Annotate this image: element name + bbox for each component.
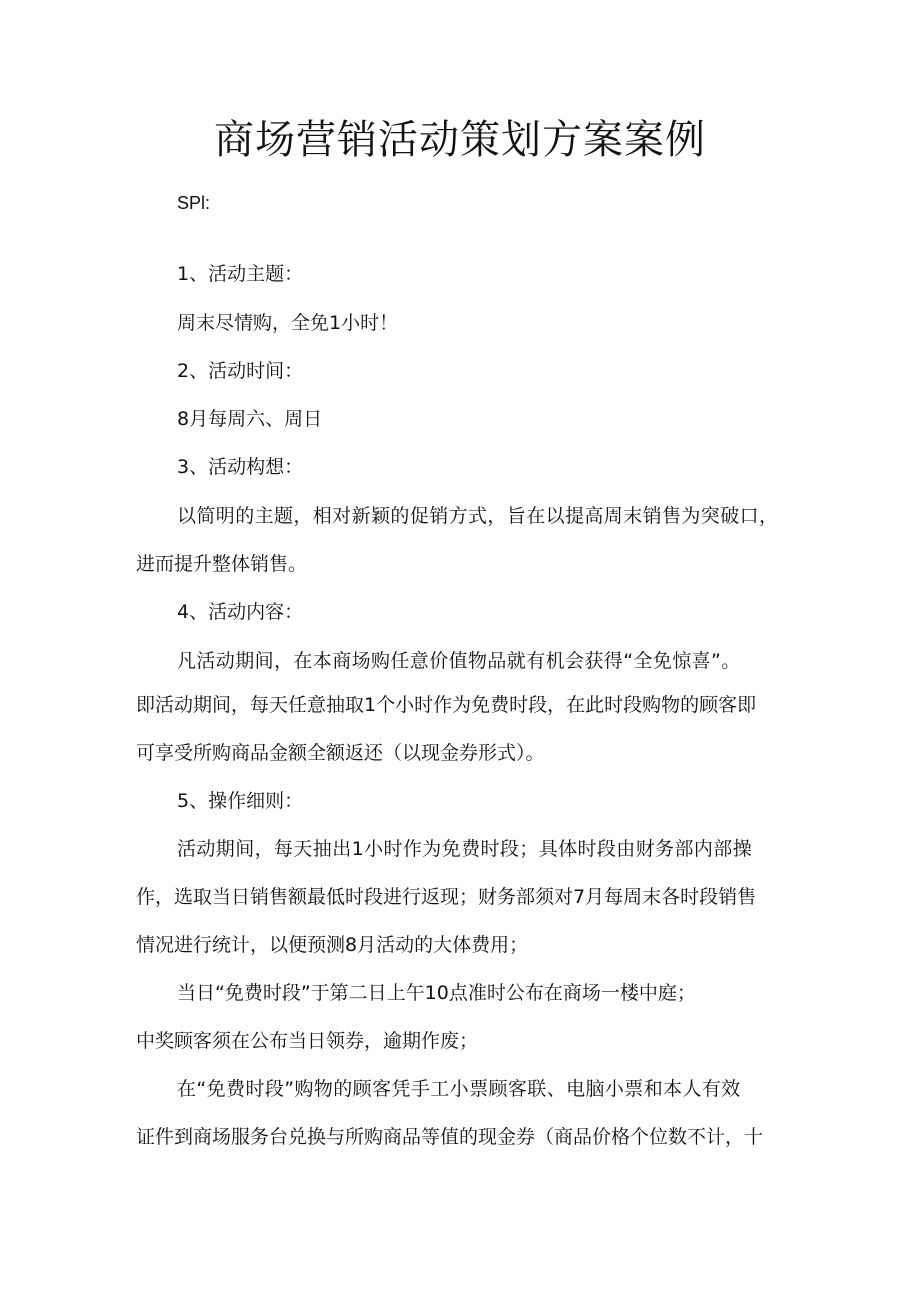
rules-paragraph-line: 作，选取当日销售额最低时段进行返现；财务部须对7月每周末各时段销售: [136, 886, 757, 908]
rules-paragraph-line: 在“免费时段”购物的顾客凭手工小票顾客联、电脑小票和本人有效: [177, 1078, 741, 1100]
rules-paragraph-line: 情况进行统计，以便预测8月活动的大体费用；: [136, 934, 529, 956]
rules-paragraph-line: 当日“免费时段”于第二日上午10点准时公布在商场一楼中庭；: [177, 982, 696, 1004]
content-paragraph-line: 可享受所购商品金额全额返还（以现金券形式）。: [136, 742, 545, 764]
section-time-text: 8月每周六、周日: [177, 408, 323, 430]
section-time-heading: 2、活动时间：: [177, 360, 304, 382]
header-code: SPl:: [177, 193, 211, 213]
section-theme-text: 周末尽情购，全免1小时！: [177, 312, 399, 334]
section-rules-heading: 5、操作细则：: [177, 790, 304, 812]
rules-paragraph-line: 中奖顾客须在公布当日领券，逾期作废；: [136, 1030, 479, 1052]
content-paragraph-line: 凡活动期间，在本商场购任意价值物品就有机会获得“全免惊喜”。: [177, 650, 741, 672]
document-title: 商场营销活动策划方案案例: [214, 117, 706, 163]
concept-paragraph-line: 以简明的主题，相对新颖的促销方式，旨在以提高周末销售为突破口，: [177, 505, 779, 527]
rules-paragraph-line: 活动期间，每天抽出1小时作为免费时段；具体时段由财务部内部操: [177, 838, 753, 860]
rules-paragraph-line: 证件到商场服务台兑换与所购商品等值的现金券（商品价格个位数不计，十: [136, 1126, 764, 1148]
section-content-heading: 4、活动内容：: [177, 601, 304, 623]
section-theme-heading: 1、活动主题：: [177, 263, 304, 285]
section-concept-heading: 3、活动构想：: [177, 456, 304, 478]
content-paragraph-line: 即活动期间，每天任意抽取1个小时作为免费时段，在此时段购物的顾客即: [136, 694, 757, 716]
concept-paragraph-line: 进而提升整体销售。: [136, 553, 308, 575]
